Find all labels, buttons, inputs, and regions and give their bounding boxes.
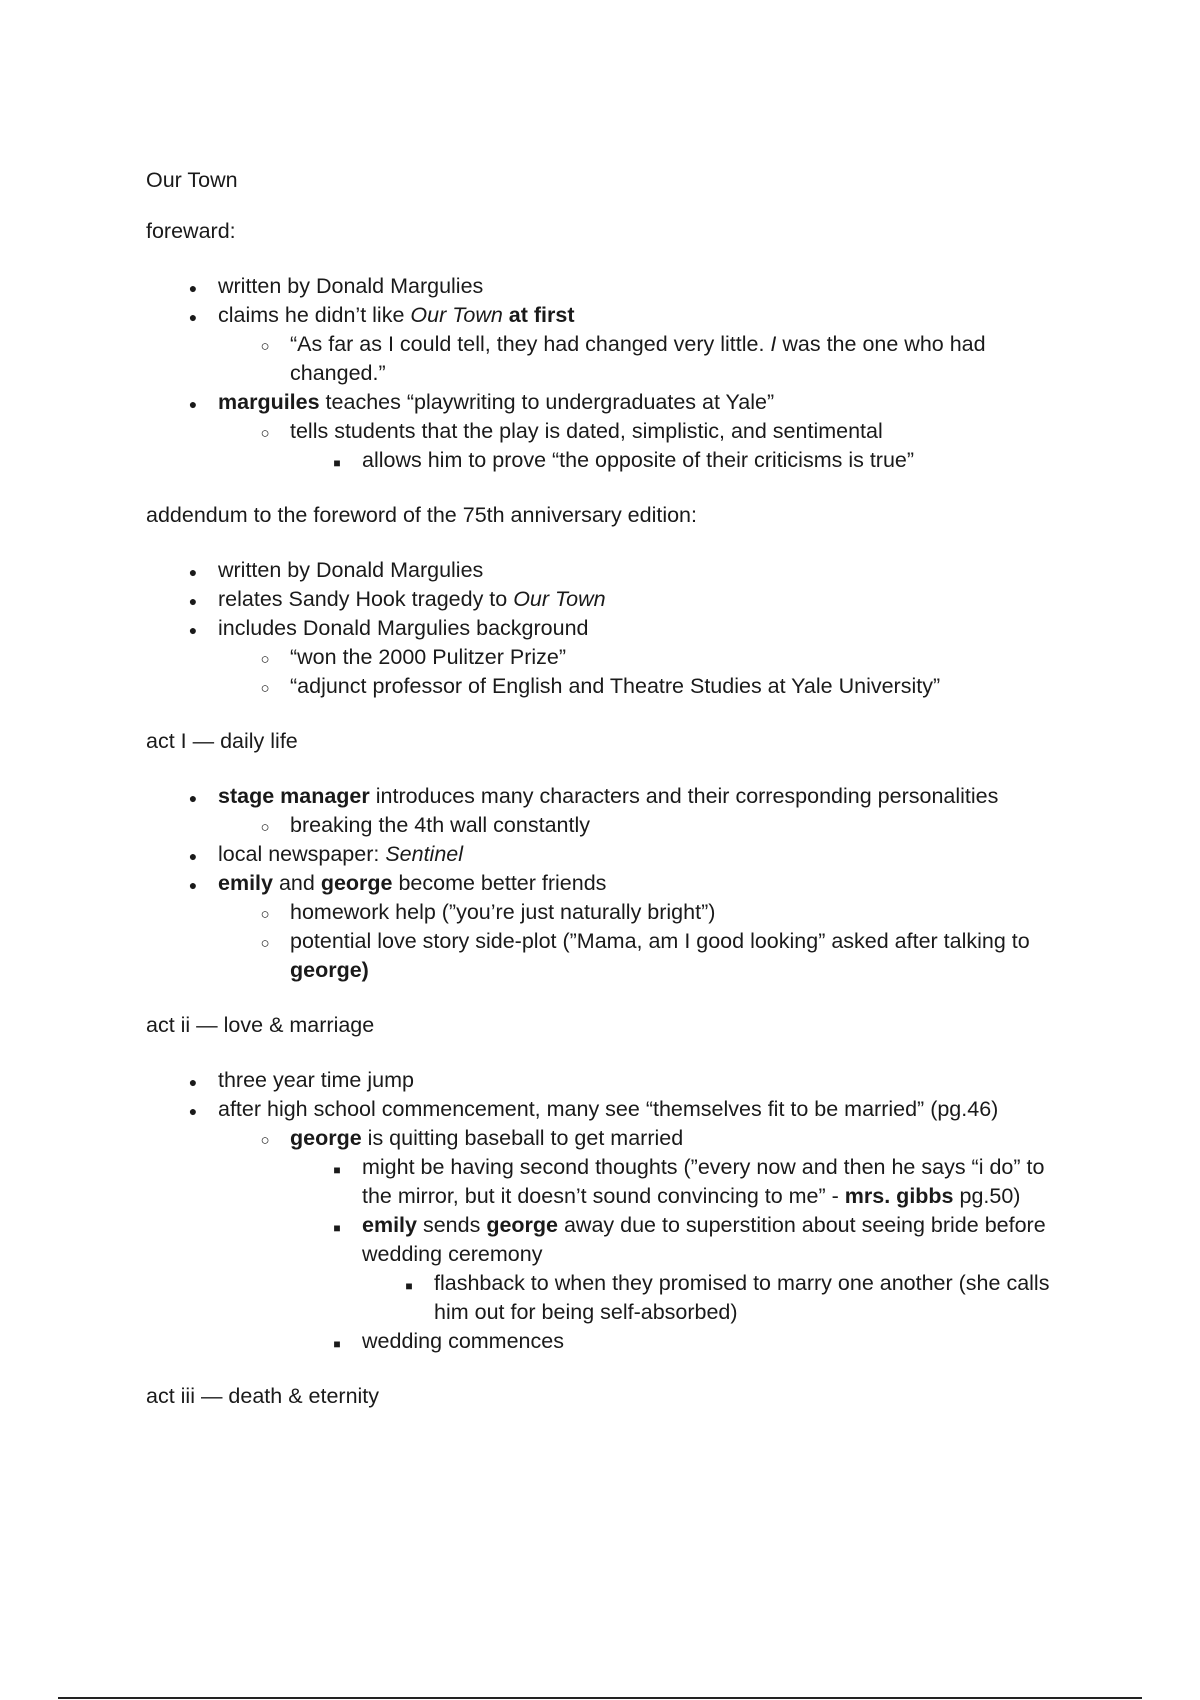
list-item: ● after high school commencement, many see “themselves fit to be married” (pg.46) ○ george is quitting baseball to get married ■ might be having second thoughts (”every now and then he says “i do” to the mirror, but it doesn’t sound convincing to me” - mrs. gibbs pg.50) ■ emily sends george away due to superstition about seeing bride before wedding ceremony ■ flashback to when they promised to marry one another (she calls him out for being self-absorbed) ■ wedding commences (218, 1095, 1086, 1356)
footer-divider (58, 1697, 1142, 1699)
list-item: ■ allows him to prove “the opposite of their criticisms is true” (362, 446, 1086, 475)
list-item: ● written by Donald Margulies (218, 556, 1086, 585)
list-item: ○ “adjunct professor of English and Theatre Studies at Yale University” (290, 672, 1086, 701)
addendum-list (218, 556, 1086, 701)
document-title: Our Town (146, 168, 238, 192)
list-item: ● claims he didn’t like Our Town at first ○ “As far as I could tell, they had changed very little. I was the one who had changed.” (218, 301, 1086, 388)
list-item: ○ potential love story side-plot (”Mama, am I good looking” asked after talking to george) (290, 927, 1086, 985)
bullet-circle-icon (255, 811, 275, 842)
bullet-circle-icon (255, 330, 275, 361)
bullet-square-icon (399, 1269, 419, 1301)
bullet-square-icon (327, 1211, 347, 1243)
act2-list (218, 1066, 1086, 1356)
list-item: ● emily and george become better friends ○ homework help (”you’re just naturally bright”) ○ potential love story side-plot (”Mama, am I good looking” asked after talking to george) (218, 869, 1086, 985)
addendum-heading: addendum to the foreword of the 75th anniversary edition: (146, 503, 697, 527)
list-item: ○ homework help (”you’re just naturally bright”) (290, 898, 1086, 927)
bullet-square-icon (327, 1327, 347, 1359)
bullet-disc-icon (183, 869, 203, 900)
list-item: ○ tells students that the play is dated, simplistic, and sentimental ■ allows him to prove “the opposite of their criticisms is true” (290, 417, 1086, 475)
list-item: ● includes Donald Margulies background ○ “won the 2000 Pulitzer Prize” ○ “adjunct professor of English and Theatre Studies at Yale University” (218, 614, 1086, 701)
act1-list (218, 782, 1086, 985)
bullet-square-icon (327, 1153, 347, 1185)
list-item: ● three year time jump (218, 1066, 1086, 1095)
bullet-circle-icon (255, 927, 275, 958)
list-item: ● stage manager introduces many characters and their corresponding personalities ○ breaking the 4th wall constantly (218, 782, 1086, 840)
bullet-circle-icon (255, 417, 275, 448)
bullet-disc-icon (183, 782, 203, 813)
bullet-disc-icon (183, 1066, 203, 1097)
act2-heading: act ii — love & marriage (146, 1013, 375, 1037)
list-item: ○ breaking the 4th wall constantly (290, 811, 1086, 840)
list-item: ○ george is quitting baseball to get married ■ might be having second thoughts (”every now and then he says “i do” to the mirror, but it doesn’t sound convincing to me” - mrs. gibbs pg.50) ■ emily sends george away due to superstition about seeing bride before wedding ceremony ■ flashback to when they promised to marry one another (she calls him out for being self-absorbed) ■ wedding commences (290, 1124, 1086, 1356)
bullet-disc-icon (183, 1095, 203, 1126)
bullet-circle-icon (255, 672, 275, 703)
list-item: ■ emily sends george away due to superstition about seeing bride before wedding ceremony ■ flashback to when they promised to marry one another (she calls him out for being self-absorbed) (362, 1211, 1086, 1327)
list-item: ● relates Sandy Hook tragedy to Our Town (218, 585, 1086, 614)
document-body (146, 166, 1086, 1411)
bullet-disc-icon (183, 614, 203, 645)
list-item: ● written by Donald Margulies (218, 272, 1086, 301)
bullet-disc-icon (183, 388, 203, 419)
act1-heading: act I — daily life (146, 729, 298, 753)
bullet-disc-icon (183, 556, 203, 587)
list-item: ○ “As far as I could tell, they had changed very little. I was the one who had changed.” (290, 330, 1086, 388)
list-item: ■ wedding commences (362, 1327, 1086, 1356)
bullet-disc-icon (183, 840, 203, 871)
bullet-square-icon (327, 446, 347, 478)
bullet-disc-icon (183, 301, 203, 332)
foreward-list (218, 272, 1086, 475)
bullet-disc-icon (183, 272, 203, 303)
bullet-circle-icon (255, 898, 275, 929)
list-item: ● local newspaper: Sentinel (218, 840, 1086, 869)
act3-heading: act iii — death & eternity (146, 1384, 380, 1408)
bullet-disc-icon (183, 585, 203, 616)
bullet-circle-icon (255, 1124, 275, 1155)
list-item: ■ might be having second thoughts (”every now and then he says “i do” to the mirror, but it doesn’t sound convincing to me” - mrs. gibbs pg.50) (362, 1153, 1086, 1211)
list-item: ○ “won the 2000 Pulitzer Prize” (290, 643, 1086, 672)
bullet-circle-icon (255, 643, 275, 674)
foreward-heading: foreward: (146, 219, 236, 243)
list-item: ■ flashback to when they promised to marry one another (she calls him out for being self-absorbed) (434, 1269, 1086, 1327)
list-item: ● marguiles teaches “playwriting to undergraduates at Yale” ○ tells students that the play is dated, simplistic, and sentimental ■ allows him to prove “the opposite of their criticisms is true” (218, 388, 1086, 475)
